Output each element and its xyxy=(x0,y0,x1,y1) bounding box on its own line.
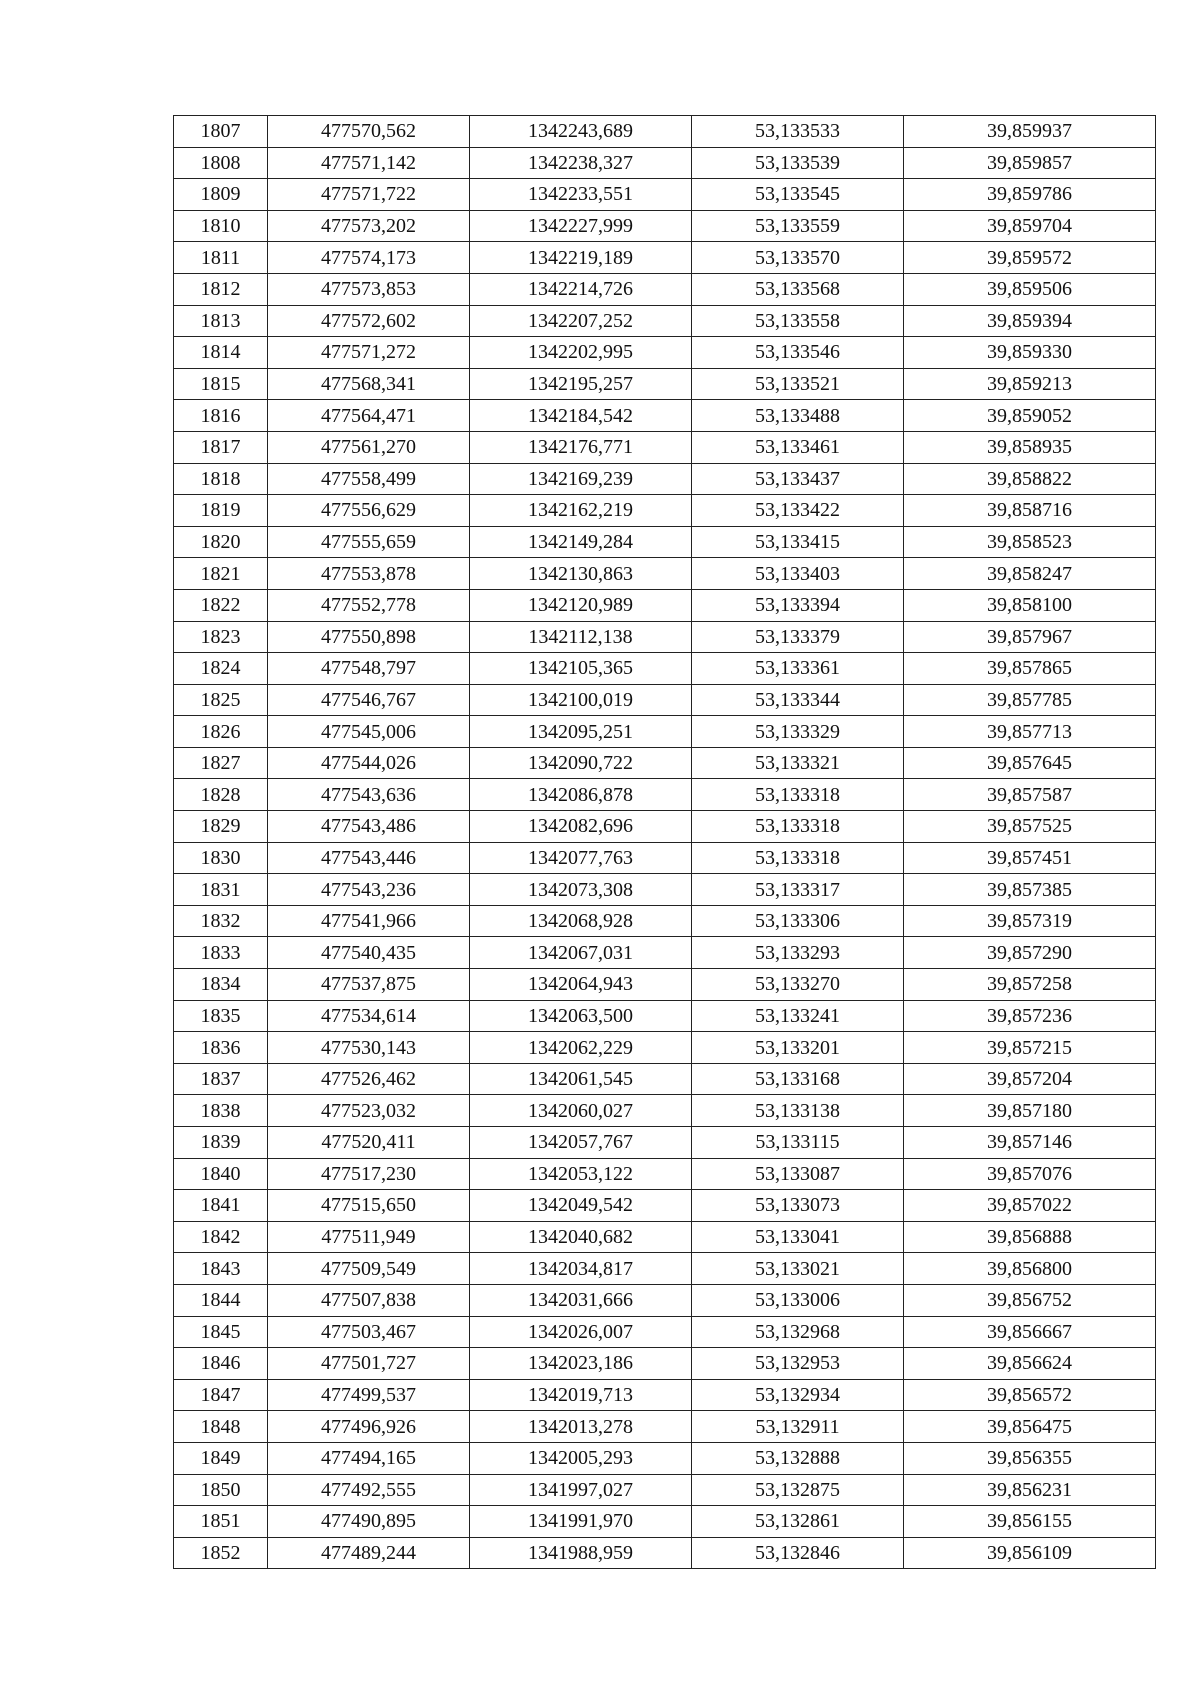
point-number-cell: 1834 xyxy=(174,969,268,1001)
x-coordinate-cell: 477544,026 xyxy=(268,747,470,779)
x-coordinate-cell: 477492,555 xyxy=(268,1474,470,1506)
y-coordinate-cell: 1342238,327 xyxy=(470,147,692,179)
x-coordinate-cell: 477545,006 xyxy=(268,716,470,748)
table-row xyxy=(174,905,1156,937)
x-coordinate-cell: 477501,727 xyxy=(268,1348,470,1380)
x-coordinate-cell: 477555,659 xyxy=(268,526,470,558)
longitude-cell: 39,857713 xyxy=(904,716,1156,748)
longitude-cell: 39,856572 xyxy=(904,1379,1156,1411)
longitude-cell: 39,857076 xyxy=(904,1158,1156,1190)
latitude-cell: 53,133318 xyxy=(692,842,904,874)
point-number-cell: 1814 xyxy=(174,337,268,369)
point-number-cell: 1842 xyxy=(174,1221,268,1253)
point-number-cell: 1841 xyxy=(174,1190,268,1222)
x-coordinate-cell: 477503,467 xyxy=(268,1316,470,1348)
y-coordinate-cell: 1342077,763 xyxy=(470,842,692,874)
table-row xyxy=(174,1474,1156,1506)
latitude-cell: 53,133115 xyxy=(692,1127,904,1159)
x-coordinate-cell: 477540,435 xyxy=(268,937,470,969)
table-row xyxy=(174,1411,1156,1443)
y-coordinate-cell: 1342120,989 xyxy=(470,589,692,621)
y-coordinate-cell: 1342105,365 xyxy=(470,653,692,685)
x-coordinate-cell: 477523,032 xyxy=(268,1095,470,1127)
latitude-cell: 53,133488 xyxy=(692,400,904,432)
point-number-cell: 1843 xyxy=(174,1253,268,1285)
latitude-cell: 53,133361 xyxy=(692,653,904,685)
y-coordinate-cell: 1342195,257 xyxy=(470,368,692,400)
latitude-cell: 53,133422 xyxy=(692,495,904,527)
longitude-cell: 39,859052 xyxy=(904,400,1156,432)
table-row xyxy=(174,1316,1156,1348)
longitude-cell: 39,857785 xyxy=(904,684,1156,716)
longitude-cell: 39,857215 xyxy=(904,1032,1156,1064)
table-row xyxy=(174,305,1156,337)
coordinates-table-body xyxy=(174,116,1156,1569)
longitude-cell: 39,857258 xyxy=(904,969,1156,1001)
y-coordinate-cell: 1342049,542 xyxy=(470,1190,692,1222)
y-coordinate-cell: 1342031,666 xyxy=(470,1284,692,1316)
latitude-cell: 53,133521 xyxy=(692,368,904,400)
y-coordinate-cell: 1342067,031 xyxy=(470,937,692,969)
table-row xyxy=(174,337,1156,369)
point-number-cell: 1811 xyxy=(174,242,268,274)
x-coordinate-cell: 477561,270 xyxy=(268,431,470,463)
y-coordinate-cell: 1341988,959 xyxy=(470,1537,692,1569)
longitude-cell: 39,858100 xyxy=(904,589,1156,621)
latitude-cell: 53,133415 xyxy=(692,526,904,558)
latitude-cell: 53,133087 xyxy=(692,1158,904,1190)
point-number-cell: 1827 xyxy=(174,747,268,779)
latitude-cell: 53,133168 xyxy=(692,1063,904,1095)
table-row xyxy=(174,1537,1156,1569)
point-number-cell: 1835 xyxy=(174,1000,268,1032)
table-row xyxy=(174,1032,1156,1064)
longitude-cell: 39,858822 xyxy=(904,463,1156,495)
point-number-cell: 1850 xyxy=(174,1474,268,1506)
latitude-cell: 53,133545 xyxy=(692,179,904,211)
latitude-cell: 53,132953 xyxy=(692,1348,904,1380)
table-row xyxy=(174,684,1156,716)
table-row xyxy=(174,937,1156,969)
latitude-cell: 53,132968 xyxy=(692,1316,904,1348)
latitude-cell: 53,133321 xyxy=(692,747,904,779)
latitude-cell: 53,133021 xyxy=(692,1253,904,1285)
longitude-cell: 39,857319 xyxy=(904,905,1156,937)
y-coordinate-cell: 1342060,027 xyxy=(470,1095,692,1127)
point-number-cell: 1819 xyxy=(174,495,268,527)
y-coordinate-cell: 1342086,878 xyxy=(470,779,692,811)
x-coordinate-cell: 477573,853 xyxy=(268,273,470,305)
longitude-cell: 39,857385 xyxy=(904,874,1156,906)
latitude-cell: 53,133293 xyxy=(692,937,904,969)
latitude-cell: 53,132934 xyxy=(692,1379,904,1411)
point-number-cell: 1831 xyxy=(174,874,268,906)
y-coordinate-cell: 1342090,722 xyxy=(470,747,692,779)
latitude-cell: 53,133546 xyxy=(692,337,904,369)
longitude-cell: 39,858935 xyxy=(904,431,1156,463)
point-number-cell: 1809 xyxy=(174,179,268,211)
table-row xyxy=(174,1221,1156,1253)
point-number-cell: 1808 xyxy=(174,147,268,179)
longitude-cell: 39,857587 xyxy=(904,779,1156,811)
x-coordinate-cell: 477490,895 xyxy=(268,1506,470,1538)
x-coordinate-cell: 477511,949 xyxy=(268,1221,470,1253)
latitude-cell: 53,132888 xyxy=(692,1442,904,1474)
table-row xyxy=(174,1442,1156,1474)
longitude-cell: 39,857146 xyxy=(904,1127,1156,1159)
longitude-cell: 39,857451 xyxy=(904,842,1156,874)
latitude-cell: 53,133318 xyxy=(692,779,904,811)
latitude-cell: 53,133318 xyxy=(692,811,904,843)
table-row xyxy=(174,969,1156,1001)
x-coordinate-cell: 477570,562 xyxy=(268,116,470,148)
y-coordinate-cell: 1342034,817 xyxy=(470,1253,692,1285)
point-number-cell: 1844 xyxy=(174,1284,268,1316)
point-number-cell: 1849 xyxy=(174,1442,268,1474)
point-number-cell: 1828 xyxy=(174,779,268,811)
x-coordinate-cell: 477574,173 xyxy=(268,242,470,274)
y-coordinate-cell: 1341997,027 xyxy=(470,1474,692,1506)
y-coordinate-cell: 1342184,542 xyxy=(470,400,692,432)
x-coordinate-cell: 477489,244 xyxy=(268,1537,470,1569)
point-number-cell: 1818 xyxy=(174,463,268,495)
point-number-cell: 1832 xyxy=(174,905,268,937)
x-coordinate-cell: 477573,202 xyxy=(268,210,470,242)
table-row xyxy=(174,210,1156,242)
x-coordinate-cell: 477530,143 xyxy=(268,1032,470,1064)
y-coordinate-cell: 1342057,767 xyxy=(470,1127,692,1159)
y-coordinate-cell: 1342202,995 xyxy=(470,337,692,369)
table-row xyxy=(174,716,1156,748)
longitude-cell: 39,856109 xyxy=(904,1537,1156,1569)
latitude-cell: 53,133539 xyxy=(692,147,904,179)
y-coordinate-cell: 1342227,999 xyxy=(470,210,692,242)
table-row xyxy=(174,653,1156,685)
point-number-cell: 1837 xyxy=(174,1063,268,1095)
longitude-cell: 39,859213 xyxy=(904,368,1156,400)
x-coordinate-cell: 477571,272 xyxy=(268,337,470,369)
table-row xyxy=(174,242,1156,274)
x-coordinate-cell: 477537,875 xyxy=(268,969,470,1001)
longitude-cell: 39,859572 xyxy=(904,242,1156,274)
x-coordinate-cell: 477509,549 xyxy=(268,1253,470,1285)
x-coordinate-cell: 477515,650 xyxy=(268,1190,470,1222)
x-coordinate-cell: 477568,341 xyxy=(268,368,470,400)
table-row xyxy=(174,1190,1156,1222)
latitude-cell: 53,132875 xyxy=(692,1474,904,1506)
longitude-cell: 39,857180 xyxy=(904,1095,1156,1127)
y-coordinate-cell: 1342019,713 xyxy=(470,1379,692,1411)
longitude-cell: 39,857865 xyxy=(904,653,1156,685)
latitude-cell: 53,133437 xyxy=(692,463,904,495)
table-row xyxy=(174,874,1156,906)
table-row xyxy=(174,431,1156,463)
latitude-cell: 53,132846 xyxy=(692,1537,904,1569)
table-row xyxy=(174,747,1156,779)
longitude-cell: 39,856667 xyxy=(904,1316,1156,1348)
y-coordinate-cell: 1342026,007 xyxy=(470,1316,692,1348)
y-coordinate-cell: 1342082,696 xyxy=(470,811,692,843)
latitude-cell: 53,133317 xyxy=(692,874,904,906)
table-row xyxy=(174,495,1156,527)
table-row xyxy=(174,1506,1156,1538)
longitude-cell: 39,858523 xyxy=(904,526,1156,558)
x-coordinate-cell: 477543,446 xyxy=(268,842,470,874)
latitude-cell: 53,133533 xyxy=(692,116,904,148)
x-coordinate-cell: 477571,142 xyxy=(268,147,470,179)
table-row xyxy=(174,811,1156,843)
y-coordinate-cell: 1342023,186 xyxy=(470,1348,692,1380)
x-coordinate-cell: 477552,778 xyxy=(268,589,470,621)
latitude-cell: 53,133329 xyxy=(692,716,904,748)
longitude-cell: 39,856155 xyxy=(904,1506,1156,1538)
y-coordinate-cell: 1342053,122 xyxy=(470,1158,692,1190)
point-number-cell: 1816 xyxy=(174,400,268,432)
point-number-cell: 1826 xyxy=(174,716,268,748)
table-row xyxy=(174,400,1156,432)
table-row xyxy=(174,368,1156,400)
point-number-cell: 1848 xyxy=(174,1411,268,1443)
y-coordinate-cell: 1342100,019 xyxy=(470,684,692,716)
table-row xyxy=(174,589,1156,621)
y-coordinate-cell: 1342005,293 xyxy=(470,1442,692,1474)
table-row xyxy=(174,273,1156,305)
latitude-cell: 53,132861 xyxy=(692,1506,904,1538)
y-coordinate-cell: 1342073,308 xyxy=(470,874,692,906)
y-coordinate-cell: 1342219,189 xyxy=(470,242,692,274)
latitude-cell: 53,133559 xyxy=(692,210,904,242)
y-coordinate-cell: 1342243,689 xyxy=(470,116,692,148)
latitude-cell: 53,133201 xyxy=(692,1032,904,1064)
x-coordinate-cell: 477550,898 xyxy=(268,621,470,653)
table-row xyxy=(174,1253,1156,1285)
longitude-cell: 39,857290 xyxy=(904,937,1156,969)
coordinates-table xyxy=(173,115,1156,1569)
x-coordinate-cell: 477496,926 xyxy=(268,1411,470,1443)
y-coordinate-cell: 1342112,138 xyxy=(470,621,692,653)
point-number-cell: 1846 xyxy=(174,1348,268,1380)
y-coordinate-cell: 1342233,551 xyxy=(470,179,692,211)
latitude-cell: 53,133570 xyxy=(692,242,904,274)
longitude-cell: 39,859506 xyxy=(904,273,1156,305)
longitude-cell: 39,858716 xyxy=(904,495,1156,527)
y-coordinate-cell: 1342207,252 xyxy=(470,305,692,337)
table-row xyxy=(174,1284,1156,1316)
point-number-cell: 1851 xyxy=(174,1506,268,1538)
x-coordinate-cell: 477546,767 xyxy=(268,684,470,716)
x-coordinate-cell: 477541,966 xyxy=(268,905,470,937)
point-number-cell: 1817 xyxy=(174,431,268,463)
table-row xyxy=(174,1095,1156,1127)
table-row xyxy=(174,1063,1156,1095)
latitude-cell: 53,133306 xyxy=(692,905,904,937)
y-coordinate-cell: 1342063,500 xyxy=(470,1000,692,1032)
x-coordinate-cell: 477564,471 xyxy=(268,400,470,432)
point-number-cell: 1810 xyxy=(174,210,268,242)
longitude-cell: 39,856475 xyxy=(904,1411,1156,1443)
x-coordinate-cell: 477548,797 xyxy=(268,653,470,685)
table-row xyxy=(174,1158,1156,1190)
x-coordinate-cell: 477499,537 xyxy=(268,1379,470,1411)
y-coordinate-cell: 1342061,545 xyxy=(470,1063,692,1095)
longitude-cell: 39,858247 xyxy=(904,558,1156,590)
point-number-cell: 1852 xyxy=(174,1537,268,1569)
y-coordinate-cell: 1342162,219 xyxy=(470,495,692,527)
latitude-cell: 53,133403 xyxy=(692,558,904,590)
point-number-cell: 1824 xyxy=(174,653,268,685)
longitude-cell: 39,859394 xyxy=(904,305,1156,337)
x-coordinate-cell: 477517,230 xyxy=(268,1158,470,1190)
y-coordinate-cell: 1342095,251 xyxy=(470,716,692,748)
longitude-cell: 39,857525 xyxy=(904,811,1156,843)
latitude-cell: 53,133379 xyxy=(692,621,904,653)
point-number-cell: 1823 xyxy=(174,621,268,653)
table-row xyxy=(174,526,1156,558)
point-number-cell: 1825 xyxy=(174,684,268,716)
point-number-cell: 1807 xyxy=(174,116,268,148)
point-number-cell: 1829 xyxy=(174,811,268,843)
longitude-cell: 39,857236 xyxy=(904,1000,1156,1032)
longitude-cell: 39,859330 xyxy=(904,337,1156,369)
y-coordinate-cell: 1342040,682 xyxy=(470,1221,692,1253)
x-coordinate-cell: 477520,411 xyxy=(268,1127,470,1159)
point-number-cell: 1813 xyxy=(174,305,268,337)
table-row xyxy=(174,1379,1156,1411)
table-row xyxy=(174,779,1156,811)
point-number-cell: 1839 xyxy=(174,1127,268,1159)
y-coordinate-cell: 1342013,278 xyxy=(470,1411,692,1443)
table-row xyxy=(174,147,1156,179)
table-row xyxy=(174,1348,1156,1380)
longitude-cell: 39,857967 xyxy=(904,621,1156,653)
x-coordinate-cell: 477553,878 xyxy=(268,558,470,590)
point-number-cell: 1812 xyxy=(174,273,268,305)
longitude-cell: 39,856888 xyxy=(904,1221,1156,1253)
longitude-cell: 39,857204 xyxy=(904,1063,1156,1095)
table-row xyxy=(174,842,1156,874)
table-row xyxy=(174,1127,1156,1159)
point-number-cell: 1821 xyxy=(174,558,268,590)
y-coordinate-cell: 1342062,229 xyxy=(470,1032,692,1064)
longitude-cell: 39,857645 xyxy=(904,747,1156,779)
latitude-cell: 53,133041 xyxy=(692,1221,904,1253)
x-coordinate-cell: 477543,236 xyxy=(268,874,470,906)
latitude-cell: 53,133241 xyxy=(692,1000,904,1032)
y-coordinate-cell: 1342176,771 xyxy=(470,431,692,463)
point-number-cell: 1838 xyxy=(174,1095,268,1127)
point-number-cell: 1830 xyxy=(174,842,268,874)
x-coordinate-cell: 477543,486 xyxy=(268,811,470,843)
x-coordinate-cell: 477543,636 xyxy=(268,779,470,811)
point-number-cell: 1822 xyxy=(174,589,268,621)
latitude-cell: 53,133568 xyxy=(692,273,904,305)
longitude-cell: 39,856752 xyxy=(904,1284,1156,1316)
latitude-cell: 53,133558 xyxy=(692,305,904,337)
longitude-cell: 39,859857 xyxy=(904,147,1156,179)
longitude-cell: 39,857022 xyxy=(904,1190,1156,1222)
x-coordinate-cell: 477571,722 xyxy=(268,179,470,211)
longitude-cell: 39,859937 xyxy=(904,116,1156,148)
latitude-cell: 53,133461 xyxy=(692,431,904,463)
latitude-cell: 53,133138 xyxy=(692,1095,904,1127)
latitude-cell: 53,133270 xyxy=(692,969,904,1001)
longitude-cell: 39,859786 xyxy=(904,179,1156,211)
point-number-cell: 1845 xyxy=(174,1316,268,1348)
y-coordinate-cell: 1342169,239 xyxy=(470,463,692,495)
x-coordinate-cell: 477507,838 xyxy=(268,1284,470,1316)
y-coordinate-cell: 1342068,928 xyxy=(470,905,692,937)
longitude-cell: 39,856800 xyxy=(904,1253,1156,1285)
point-number-cell: 1815 xyxy=(174,368,268,400)
x-coordinate-cell: 477534,614 xyxy=(268,1000,470,1032)
latitude-cell: 53,133006 xyxy=(692,1284,904,1316)
y-coordinate-cell: 1342214,726 xyxy=(470,273,692,305)
table-row xyxy=(174,558,1156,590)
x-coordinate-cell: 477572,602 xyxy=(268,305,470,337)
point-number-cell: 1833 xyxy=(174,937,268,969)
table-row xyxy=(174,621,1156,653)
table-row xyxy=(174,179,1156,211)
latitude-cell: 53,133073 xyxy=(692,1190,904,1222)
y-coordinate-cell: 1342149,284 xyxy=(470,526,692,558)
latitude-cell: 53,133344 xyxy=(692,684,904,716)
x-coordinate-cell: 477526,462 xyxy=(268,1063,470,1095)
longitude-cell: 39,856231 xyxy=(904,1474,1156,1506)
point-number-cell: 1840 xyxy=(174,1158,268,1190)
latitude-cell: 53,132911 xyxy=(692,1411,904,1443)
table-row xyxy=(174,116,1156,148)
x-coordinate-cell: 477558,499 xyxy=(268,463,470,495)
y-coordinate-cell: 1341991,970 xyxy=(470,1506,692,1538)
x-coordinate-cell: 477556,629 xyxy=(268,495,470,527)
y-coordinate-cell: 1342064,943 xyxy=(470,969,692,1001)
point-number-cell: 1820 xyxy=(174,526,268,558)
latitude-cell: 53,133394 xyxy=(692,589,904,621)
longitude-cell: 39,859704 xyxy=(904,210,1156,242)
point-number-cell: 1847 xyxy=(174,1379,268,1411)
longitude-cell: 39,856355 xyxy=(904,1442,1156,1474)
point-number-cell: 1836 xyxy=(174,1032,268,1064)
y-coordinate-cell: 1342130,863 xyxy=(470,558,692,590)
x-coordinate-cell: 477494,165 xyxy=(268,1442,470,1474)
table-row xyxy=(174,463,1156,495)
longitude-cell: 39,856624 xyxy=(904,1348,1156,1380)
table-row xyxy=(174,1000,1156,1032)
